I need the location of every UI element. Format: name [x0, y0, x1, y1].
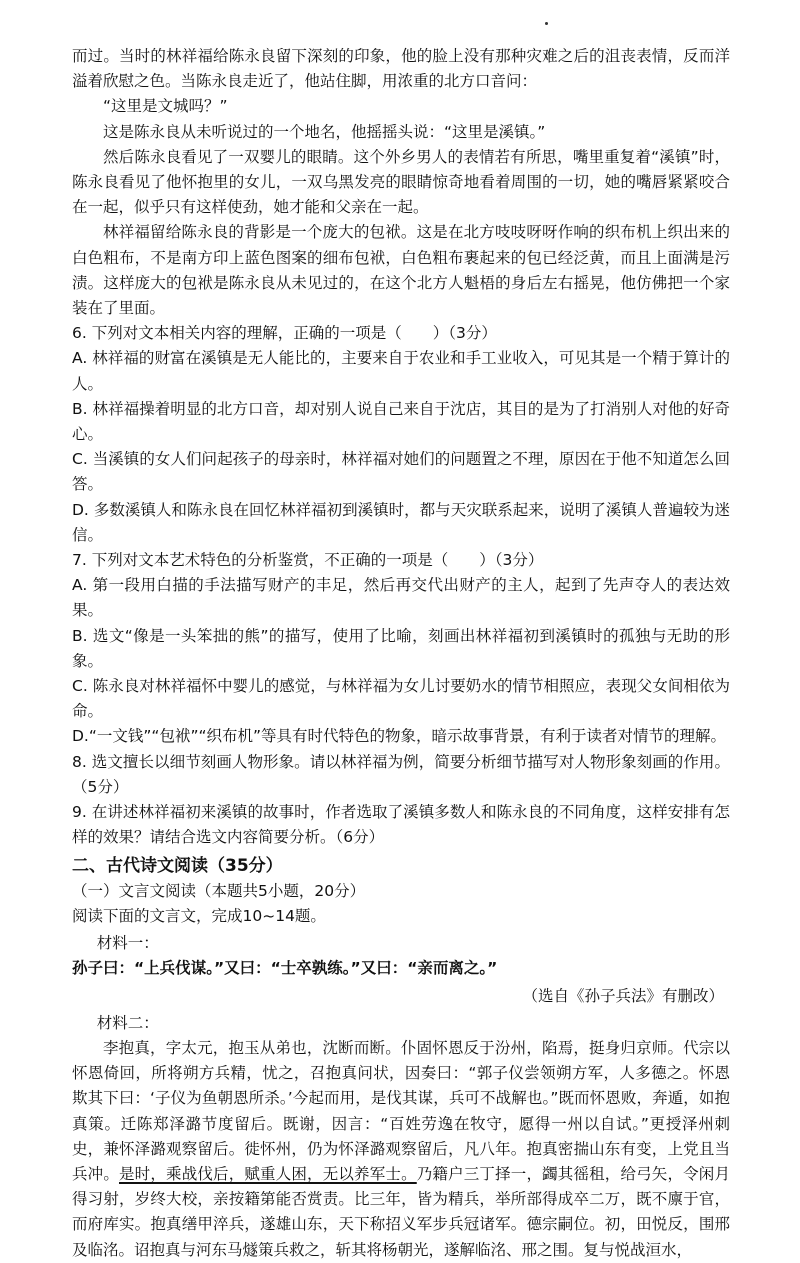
question-8: 8. 选文擅长以细节刻画人物形象。请以林祥福为例，简要分析细节描写对人物形象刻画的作用。（5分） — [72, 752, 730, 796]
passage-paragraph-1: 而过。当时的林祥福给陈永良留下深刻的印象，他的脸上没有那种灾难之后的沮丧表情，反而洋溢着欣慰之色。当陈永良走近了，他站住脚，用浓重的北方口音问： — [72, 47, 730, 91]
material-2-title: 材料二： — [96, 1013, 159, 1032]
material-1-source: （选自《孙子兵法》有删改） — [522, 986, 724, 1005]
passage-paragraph-2: “这里是文城吗？” — [103, 97, 228, 116]
question-6-stem: 6. 下列对文本相关内容的理解，正确的一项是（ ）（3分） — [72, 324, 497, 343]
question-6-option-c: C. 当溪镇的女人们问起孩子的母亲时，林祥福对她们的问题置之不理，原因在于他不知道怎么回答。 — [72, 450, 730, 494]
material-2-underlined-sentence: 是时，乘战伐后，赋重人困，无以养军士。 — [119, 1164, 417, 1183]
question-7-option-d: D.“一文钱”“包袱”“织布机”等具有时代特色的物象，暗示故事背景，有利于读者对情节的理解。 — [72, 727, 727, 746]
question-6 — [72, 321, 730, 548]
novel-passage — [72, 44, 730, 321]
classical-reading-section — [72, 854, 730, 1263]
question-7-stem: 7. 下列对文本艺术特色的分析鉴赏，不正确的一项是（ ）（3分） — [72, 551, 544, 570]
passage-paragraph-4: 然后陈永良看见了一双婴儿的眼睛。这个外乡男人的表情若有所思，嘴里重复着“溪镇”时，陈永良看见了他怀抱里的女儿，一双乌黑发亮的眼睛惊奇地看着周围的一切，她的嘴唇紧紧咬合在一起，似乎只有这样使劲，她才能和父亲在一起。 — [72, 147, 730, 217]
question-7-option-c: C. 陈永良对林祥福怀中婴儿的感觉，与林祥福为女儿讨要奶水的情节相照应，表现父女间相依为命。 — [72, 677, 730, 721]
material-1-title: 材料一： — [96, 934, 159, 953]
material-2-text-before: 李抱真，字太元，抱玉从弟也，沈断而断。仆固怀恩反于汾州，陷焉，挺身归京师。代宗以怀恩倚回，所将朔方兵精，忧之，召抱真问状，因奏曰：“郭子仪尝领朔方军，人多德之。怀恩欺其下曰：‘子仪为鱼朝恩所杀。’今起而用，是伐其谋，兵可不战解也。”既而怀恩败，奔遁，如抱真策。迁陈郑泽潞节度留后。既谢，因言：“百姓劳逸在牧守，愿得一州以自试。”更授泽州刺史，兼怀泽潞观察留后。徙怀州，仍为怀泽潞观察留后，凡八年。抱真密揣山东有变，上党且当兵冲。 — [72, 1038, 730, 1183]
passage-paragraph-5: 林祥福留给陈永良的背影是一个庞大的包袱。这是在北方吱吱呀呀作响的织布机上织出来的白色粗布，不是南方印上蓝色图案的细布包袱，白色粗布裹起来的包已经泛黄，而且上面满是污渍。这样庞大的包袱是陈永良从未见过的，在这个北方人魁梧的身后左右摇晃，他仿佛把一个家装在了里面。 — [72, 223, 730, 318]
question-6-option-b: B. 林祥福操着明显的北方口音，却对别人说自己来自于沈店，其目的是为了打消别人对他的好奇心。 — [72, 399, 730, 444]
question-7 — [72, 548, 730, 750]
question-6-option-a: A. 林祥福的财富在溪镇是无人能比的，主要来自于农业和手工业收入，可见其是一个精于算计的人。 — [72, 349, 730, 393]
material-2-text-after: 乃籍户三丁择一，蠲其徭租，给弓矢，令闲月得习射，岁终大校，亲按籍第能否赏责。比三年，皆为精兵，举所部得成卒二万，既不廪于官，而府库实。抱真缮甲淬兵，遂雄山东，天下称招义军步兵冠诸军。德宗嗣位。初，田悦反，围邢及临洺。诏抱真与河东马燧策兵救之，斩其将杨朝光，遂解临洺、邢之围。复与悦战洹水， — [72, 1164, 730, 1259]
scan-speck — [545, 22, 548, 25]
question-7-option-a: A. 第一段用白描的手法描写财产的丰足，然后再交代出财产的主人，起到了先声夺人的表达效果。 — [72, 576, 730, 620]
question-7-option-b: B. 选文“像是一头笨拙的熊”的描写，使用了比喻，刻画出林祥福初到溪镇时的孤独与无助的形象。 — [72, 626, 730, 670]
material-2-text — [72, 1036, 730, 1263]
section-2-heading: 二、古代诗文阅读（35分） — [72, 855, 283, 876]
subsection-heading: （一）文言文阅读（本题共5小题，20分） — [72, 881, 366, 900]
passage-paragraph-3: 这是陈永良从未听说过的一个地名，他摇摇头说：“这里是溪镇。” — [103, 122, 546, 141]
question-6-option-d: D. 多数溪镇人和陈永良在回忆林祥福初到溪镇时，都与天灾联系起来，说明了溪镇人普遍较为迷信。 — [72, 500, 730, 544]
question-9: 9. 在讲述林祥福初来溪镇的故事时，作者选取了溪镇多数人和陈永良的不同角度，这样安排有怎样的效果？请结合选文内容简要分析。（6分） — [72, 803, 730, 847]
material-1-text: 孙子曰：“上兵伐谋。”又曰：“士卒孰练。”又曰：“亲而离之。” — [72, 959, 498, 978]
reading-instruction: 阅读下面的文言文，完成10~14题。 — [72, 906, 326, 925]
